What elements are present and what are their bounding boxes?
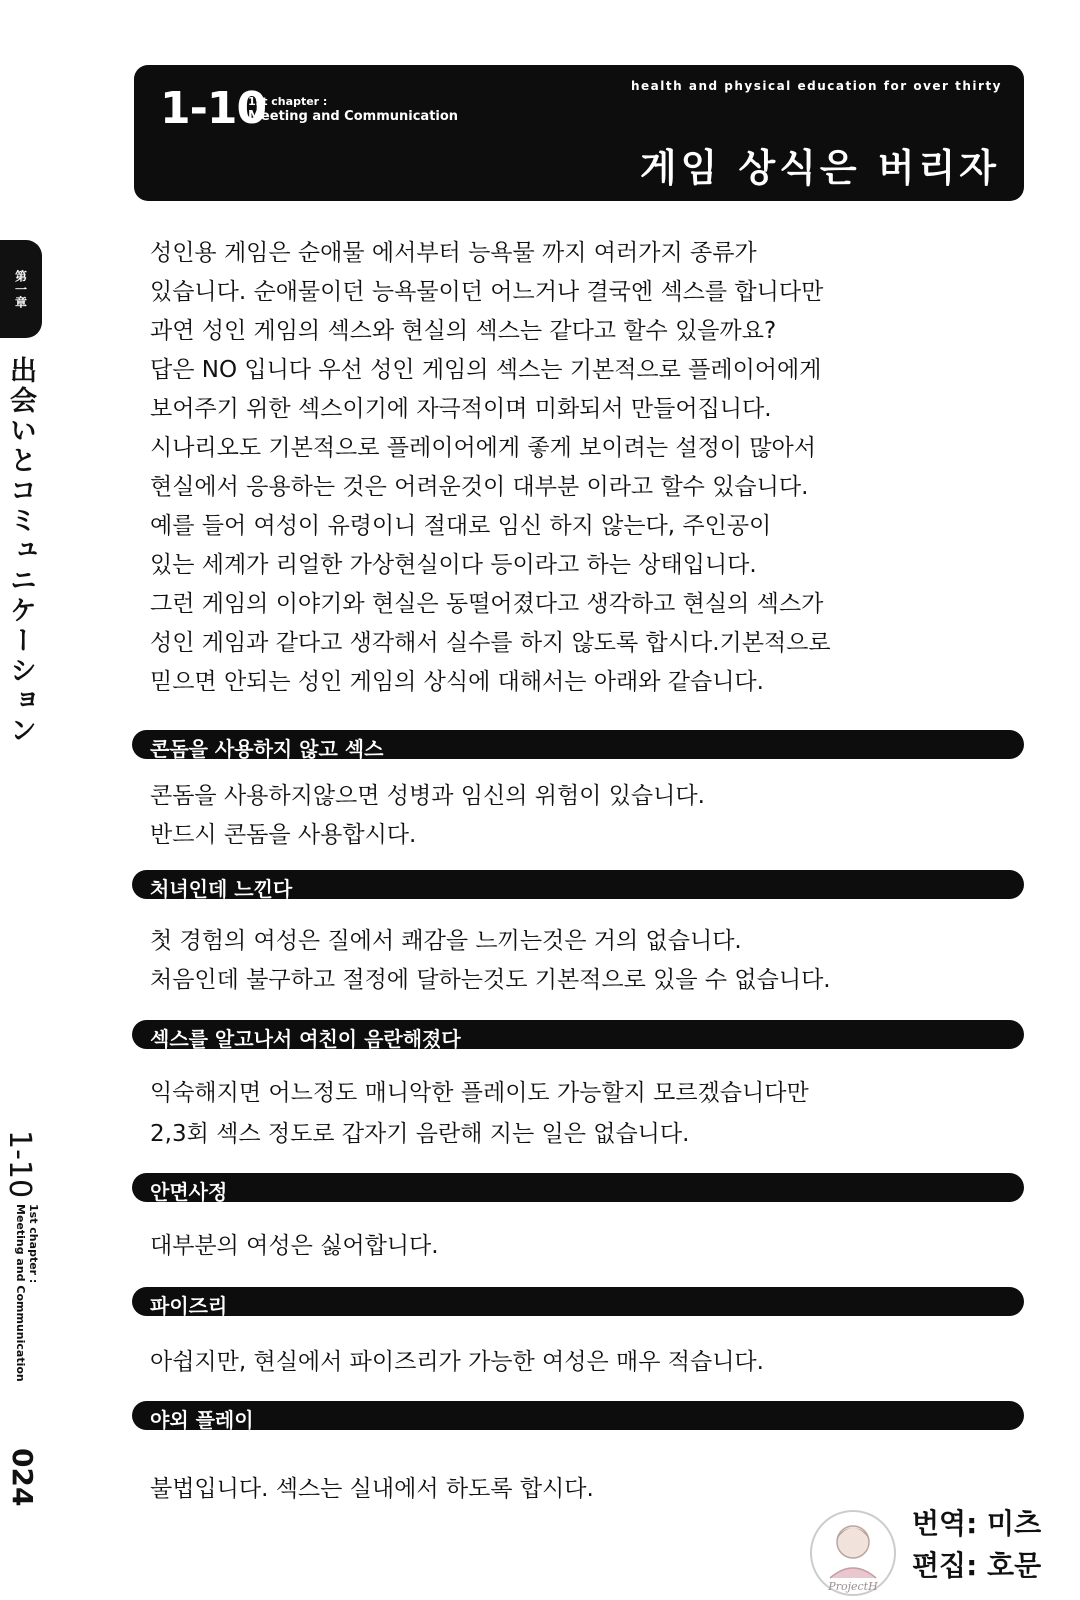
project-h-logo: [808, 1508, 898, 1598]
section-heading-bar: [132, 1401, 1024, 1430]
section-line: 익숙해지면 어느정도 매니악한 플레이도 가능할지 모르겠습니다만: [150, 1080, 809, 1106]
section-line: 불법입니다. 섹스는 실내에서 하도록 합시다.: [150, 1476, 594, 1502]
section-heading: 콘돔을 사용하지 않고 섹스: [150, 737, 384, 761]
side-chapter-title: 出会いとコミュニケーション: [5, 356, 36, 746]
section-heading: 파이즈리: [150, 1294, 228, 1318]
header-subtitle: Meeting and Communication: [248, 109, 459, 124]
logo-text: ProjectH: [828, 1580, 878, 1593]
header-tagline: health and physical education for over thirty: [631, 79, 1002, 93]
intro-line: 성인 게임과 같다고 생각해서 실수를 하지 않도록 합시다.기본적으로: [150, 630, 831, 656]
section-line: 첫 경험의 여성은 질에서 쾌감을 느끼는것은 거의 없습니다.: [150, 928, 742, 954]
section-heading: 섹스를 알고나서 여친이 음란해졌다: [150, 1027, 461, 1051]
intro-line: 성인용 게임은 순애물 에서부터 능욕물 까지 여러가지 종류가: [150, 240, 757, 266]
chapter-tab-label: 第一章: [13, 269, 28, 309]
side-chapter-line2: Meeting and Communication: [14, 1204, 27, 1382]
section-heading: 야외 플레이: [150, 1408, 254, 1432]
section-line: 콘돔을 사용하지않으면 성병과 임신의 위험이 있습니다.: [150, 783, 705, 809]
section-line: 아쉽지만, 현실에서 파이즈리가 가능한 여성은 매우 적습니다.: [150, 1349, 764, 1375]
side-chapter-line1: 1st chapter :: [27, 1204, 40, 1284]
page-number: 024: [6, 1448, 39, 1507]
translator-credit: 번역: 미츠: [912, 1507, 1042, 1540]
section-heading-bar: [132, 1287, 1024, 1316]
intro-line: 시나리오도 기본적으로 플레이어에게 좋게 보이려는 설정이 많아서: [150, 435, 816, 461]
section-heading: 처녀인데 느낀다: [150, 877, 293, 901]
section-line: 2,3회 섹스 정도로 갑자기 음란해 지는 일은 없습니다.: [150, 1121, 690, 1147]
section-line: 반드시 콘돔을 사용합시다.: [150, 822, 417, 848]
editor-credit: 편집: 호문: [912, 1549, 1042, 1582]
intro-line: 답은 NO 입니다 우선 성인 게임의 섹스는 기본적으로 플레이어에게: [150, 357, 822, 383]
intro-line: 보어주기 위한 섹스이기에 자극적이며 미화되서 만들어집니다.: [150, 396, 772, 422]
section-header: [134, 65, 1024, 201]
section-heading-bar: [132, 730, 1024, 759]
section-line: 처음인데 불구하고 절정에 달하는것도 기본적으로 있을 수 없습니다.: [150, 967, 831, 993]
side-chapter-caption: [14, 1204, 40, 1382]
section-heading-bar: [132, 1020, 1024, 1049]
intro-line: 그런 게임의 이야기와 현실은 동떨어졌다고 생각하고 현실의 섹스가: [150, 591, 824, 617]
header-number: 1-10: [160, 83, 267, 134]
intro-line: 믿으면 안되는 성인 게임의 상식에 대해서는 아래와 같습니다.: [150, 669, 764, 695]
side-section-number: 1-10: [2, 1130, 37, 1199]
intro-line: 있습니다. 순애물이던 능욕물이던 어느거나 결국엔 섹스를 합니다만: [150, 279, 824, 305]
section-heading-bar: [132, 870, 1024, 899]
intro-line: 과연 성인 게임의 섹스와 현실의 섹스는 같다고 할수 있을까요?: [150, 318, 777, 344]
header-chapter: 1st chapter :: [248, 95, 328, 108]
intro-line: 예를 들어 여성이 유령이니 절대로 임신 하지 않는다, 주인공이: [150, 513, 772, 539]
page-title: 게임 상식은 버리자: [639, 146, 1000, 190]
intro-line: 있는 세계가 리얼한 가상현실이다 등이라고 하는 상태입니다.: [150, 552, 757, 578]
chapter-tab: [0, 240, 42, 338]
section-heading-bar: [132, 1173, 1024, 1202]
intro-line: 현실에서 응용하는 것은 어려운것이 대부분 이라고 할수 있습니다.: [150, 474, 809, 500]
section-heading: 안면사정: [150, 1180, 228, 1204]
section-line: 대부분의 여성은 싫어합니다.: [150, 1233, 439, 1259]
